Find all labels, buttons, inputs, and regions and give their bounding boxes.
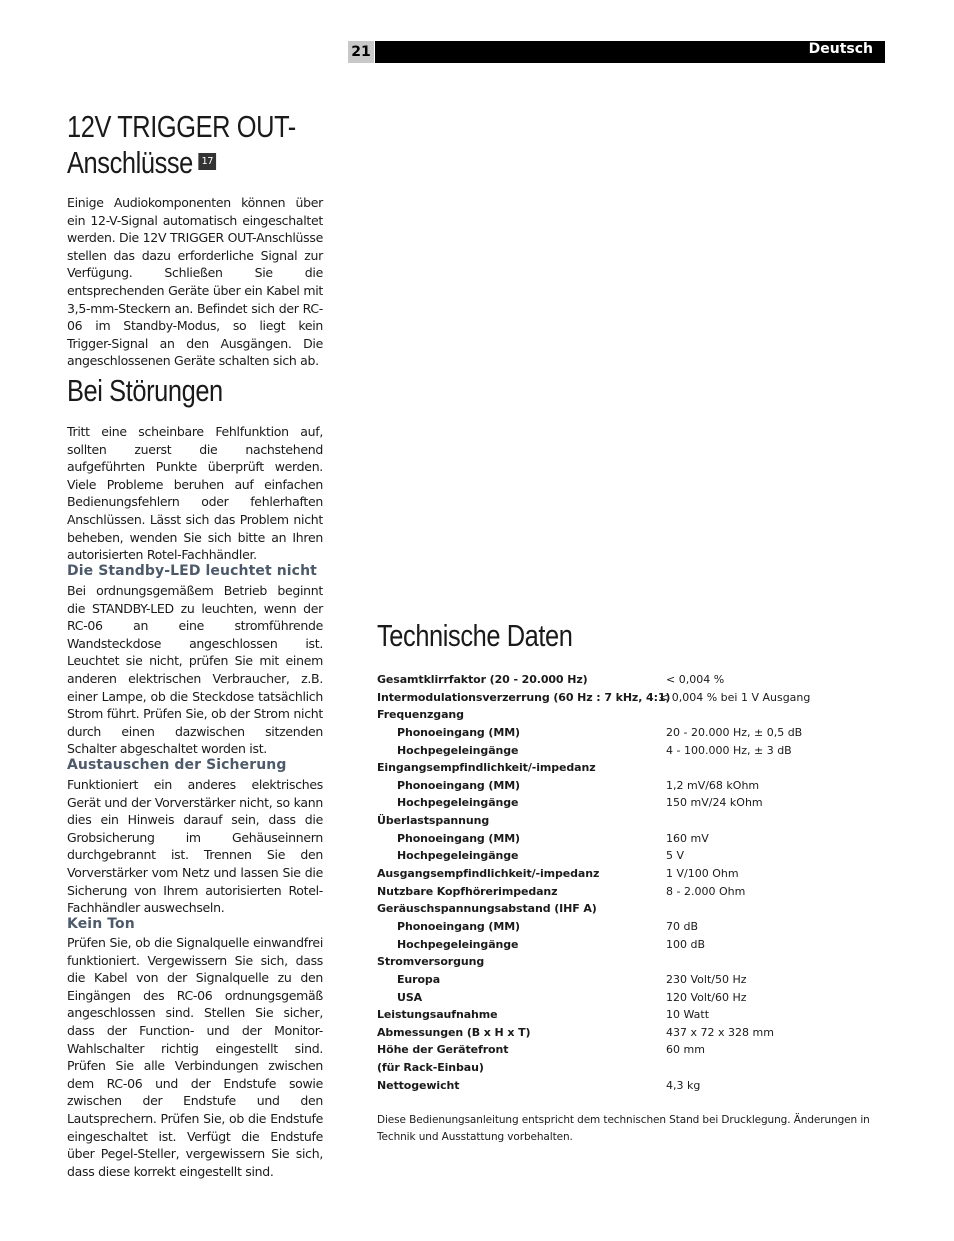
language-label: Deutsch — [808, 41, 873, 57]
standby-led-paragraph — [67, 582, 323, 758]
standby-led-body: Bei ordnungsgemäßem Betrieb beginnt die STANDBY-LED zu leuchten, wenn der RC-06 an eine stromführende Wandsteckdose angeschlossen ist. Leuchtet sie nicht, prüfen Sie mit einem anderen elektrischen Verbraucher, z.B. einer Lampe, ob die Steckdose tatsächlich Strom führt. Prüfen Sie, ob der Strom nicht durch einen dazwischen sitzenden Schalter abgeschaltet worden ist. — [67, 583, 323, 757]
fuse-paragraph — [67, 776, 323, 917]
trigger-paragraph — [67, 194, 323, 370]
specs-table — [377, 671, 887, 1094]
spec-row — [377, 830, 887, 848]
spec-row — [377, 671, 887, 689]
header-bar — [375, 41, 885, 63]
troubleshooting-intro — [67, 423, 323, 564]
spec-row — [377, 742, 887, 760]
spec-label: Nutzbare Kopfhörerimpedanz — [377, 884, 558, 898]
spec-label: Geräuschspannungsabstand (IHF A) — [377, 902, 597, 916]
troubleshooting-body: Tritt eine scheinbare Fehlfunktion auf, sollten zuerst die nachstehend aufgeführten Punkte überprüft werden. Viele Probleme beruhen auf einfachen Bedienungsfehlern oder fehlerhaften Anschlüssen. Lässt sich das Problem nicht beheben, wenden Sie sich bitte an Ihren autorisierten Rotel-Fachhändler. — [67, 424, 323, 563]
spec-label: Frequenzgang — [377, 708, 464, 722]
spec-label: Europa — [397, 972, 441, 986]
spec-row — [377, 865, 887, 883]
spec-label: Nettogewicht — [377, 1078, 460, 1092]
spec-row — [377, 1006, 887, 1024]
subheading-standby-led: Die Standby-LED leuchtet nicht — [67, 563, 317, 579]
section-title-trigger — [67, 110, 346, 180]
spec-value: 5 V — [666, 849, 685, 863]
spec-row — [377, 971, 887, 989]
spec-value: 230 Volt/50 Hz — [666, 972, 747, 986]
spec-label: Abmessungen (B x H x T) — [377, 1025, 531, 1039]
spec-label: Eingangsempfindlichkeit/-impedanz — [377, 761, 596, 775]
spec-row — [377, 812, 887, 830]
spec-label: Gesamtklirrfaktor (20 - 20.000 Hz) — [377, 673, 588, 686]
title-line-2-text: Anschlüsse — [67, 145, 193, 180]
subheading-fuse: Austauschen der Sicherung — [67, 757, 287, 773]
specs-title-box — [377, 619, 615, 653]
spec-row — [377, 724, 887, 742]
title-line-2 — [67, 146, 296, 180]
spec-label: Stromversorgung — [377, 955, 485, 969]
spec-value: 70 dB — [666, 919, 699, 933]
spec-label: Überlastspannung — [377, 814, 490, 828]
spec-value: 100 dB — [666, 937, 706, 951]
specs-title: Technische Daten — [377, 618, 573, 653]
spec-label: Phonoeingang (MM) — [397, 831, 520, 845]
spec-value: < 0,004 % bei 1 V Ausgang — [659, 690, 811, 704]
page-number: 21 — [348, 41, 374, 63]
spec-row — [377, 1077, 887, 1095]
spec-row — [377, 936, 887, 954]
no-sound-paragraph — [67, 934, 323, 1180]
fuse-body: Funktioniert ein anderes elektrisches Gerät und der Vorverstärker nicht, so kann dies ein Hinweis darauf sein, dass die Grobsicherung im Gehäuseinnern durchgebrannt ist. Trennen Sie den Vorverstärker vom Netz und lassen Sie die Sicherung von Ihrem autorisierten Rotel-Fachhändler auswechseln. — [67, 777, 323, 916]
spec-value: 8 - 2.000 Ohm — [666, 884, 746, 898]
spec-value: 4 - 100.000 Hz, ± 3 dB — [666, 743, 792, 757]
spec-label: Hochpegeleingänge — [397, 849, 519, 863]
spec-label: Ausgangsempfindlichkeit/-impedanz — [377, 867, 600, 881]
spec-value: 120 Volt/60 Hz — [666, 990, 747, 1004]
spec-row — [377, 777, 887, 795]
spec-row — [377, 1024, 887, 1042]
spec-row — [377, 794, 887, 812]
specs-note: Diese Bedienungsanleitung entspricht dem technischen Stand bei Drucklegung. Änderungen in Technik und Ausstattung vorbehalten. — [377, 1114, 870, 1143]
spec-row — [377, 1041, 887, 1059]
spec-label: Intermodulationsverzerrung (60 Hz : 7 kHz, 4:1) — [377, 690, 671, 704]
spec-value: 150 mV/24 kOhm — [666, 796, 763, 810]
spec-value: < 0,004 % — [666, 673, 725, 686]
spec-label: Hochpegeleingänge — [397, 796, 519, 810]
spec-row — [377, 883, 887, 901]
no-sound-body: Prüfen Sie, ob die Signalquelle einwandfrei funktioniert. Vergewissern Sie sich, dass die Kabel von der Signalquelle zu den Eingängen des RC-06 ordnungsgemäß angeschlossen sind. Stellen Sie sicher, dass der Function- und der Monitor-Wahlschalter richtig eingestellt sind. Prüfen Sie alle Verbindungen zwischen dem RC-06 und der Endstufe sowie zwischen der Endstufe und den Lautsprechern. Prüfen Sie, ob die Endstufe eingeschaltet ist. Verfügt die Endstufe über Pegel-Steller, vergewissern Sie sich, dass diese korrekt eingestellt sind. — [67, 935, 323, 1179]
spec-row — [377, 953, 887, 971]
spec-value: 437 x 72 x 328 mm — [666, 1025, 774, 1039]
spec-label: Phonoeingang (MM) — [397, 919, 520, 933]
spec-row — [377, 918, 887, 936]
spec-row — [377, 759, 887, 777]
spec-label: Hochpegeleingänge — [397, 937, 519, 951]
title-line-1: 12V TRIGGER OUT- — [67, 109, 296, 144]
spec-value: 1 V/100 Ohm — [666, 867, 739, 881]
spec-label: Leistungsaufnahme — [377, 1008, 498, 1022]
spec-row — [377, 1059, 887, 1077]
spec-value: 1,2 mV/68 kOhm — [666, 778, 760, 792]
section-title-troubleshooting — [67, 374, 257, 408]
spec-value: 160 mV — [666, 831, 709, 845]
spec-row — [377, 847, 887, 865]
trigger-body: Einige Audiokomponenten können über ein 12-V-Signal automatisch eingeschaltet werden. Die 12V TRIGGER OUT-Anschlüsse stellen das dazu erforderliche Signal zur Verfügung. Schließen Sie die entsprechenden Geräte über ein Kabel mit 3,5-mm-Steckern an. Befindet sich der RC-06 im Standby-Modus, so liegt kein Trigger-Signal an den Ausgängen. Die angeschlossenen Geräte schalten sich ab. — [67, 195, 323, 369]
figure-reference-badge: 17 — [198, 153, 216, 170]
spec-value: 10 Watt — [666, 1008, 710, 1022]
spec-label: (für Rack-Einbau) — [377, 1061, 484, 1075]
subheading-no-sound: Kein Ton — [67, 916, 135, 932]
spec-row — [377, 900, 887, 918]
spec-label: USA — [397, 990, 423, 1004]
spec-label: Phonoeingang (MM) — [397, 725, 520, 739]
spec-label: Höhe der Gerätefront — [377, 1043, 509, 1057]
spec-label: Phonoeingang (MM) — [397, 778, 520, 792]
spec-label: Hochpegeleingänge — [397, 743, 519, 757]
spec-value: 60 mm — [666, 1043, 705, 1057]
spec-value: 4,3 kg — [666, 1078, 701, 1092]
spec-row — [377, 706, 887, 724]
troubleshooting-title: Bei Störungen — [67, 373, 223, 408]
spec-row — [377, 689, 887, 707]
spec-value: 20 - 20.000 Hz, ± 0,5 dB — [666, 725, 803, 739]
spec-row — [377, 989, 887, 1007]
